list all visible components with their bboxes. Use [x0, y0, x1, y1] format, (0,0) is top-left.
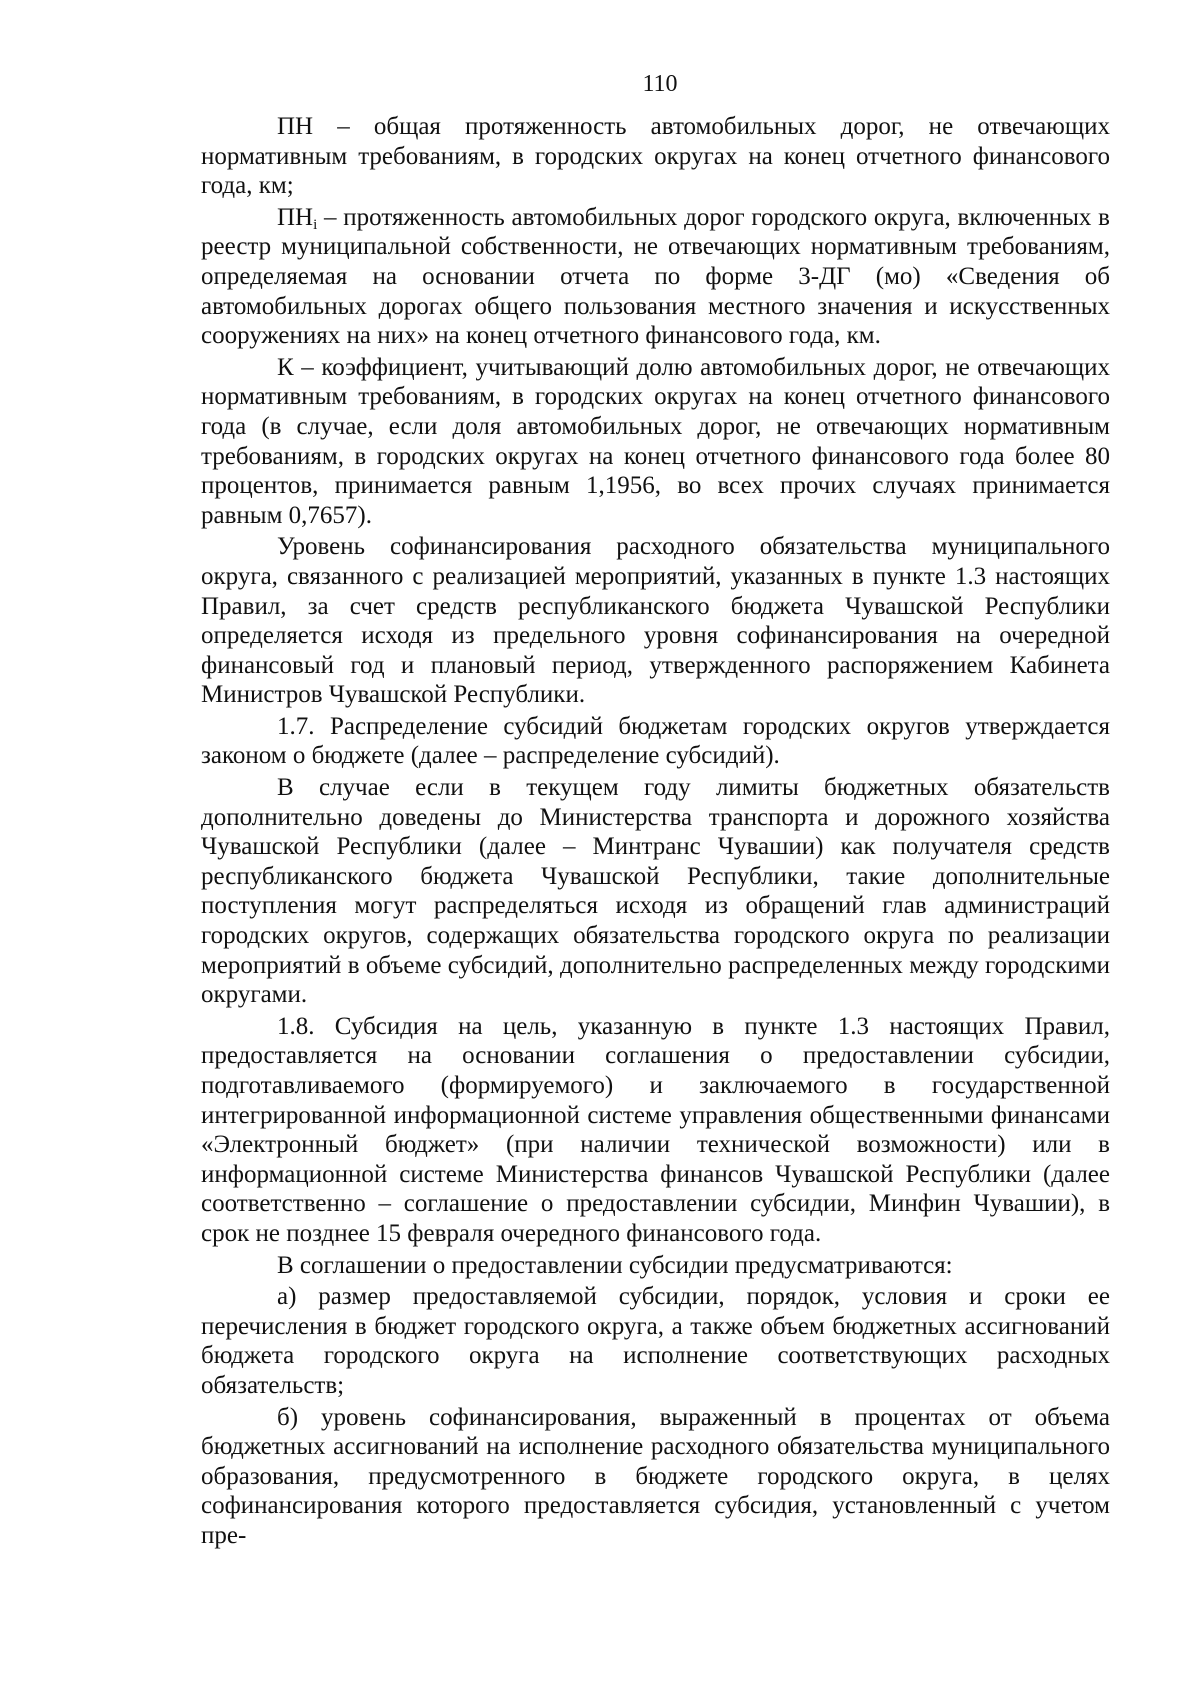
- pni-text: – протяженность автомобильных дорог городского округа, включенных в реестр муниципальной собственности, не отвечающих нормативным требованиям, определяемая на основании отчета по форме 3-ДГ (мо) «Сведения об автомобильных дорогах общего пользования местного значения и искусственных сооружениях на них» на конец отчетного финансового года, км.: [201, 203, 1110, 350]
- paragraph-pn-definition: ПН – общая протяженность автомобильных дорог, не отвечающих нормативным требованиям, в городских округах на конец отчетного финансового года, км;: [201, 113, 1110, 200]
- paragraph-k-definition: К – коэффициент, учитывающий долю автомобильных дорог, не отвечающих нормативным требованиям, в городских округах на конец отчетного финансового года (в случае, если доля автомобильных дорог, не отвечающих нормативным требованиям, в городских округах на конец отчетного финансового года более 80 процентов, принимается равным 1,1956, во всех прочих случаях принимается равным 0,7657).: [201, 353, 1110, 529]
- paragraph-pni-definition: [201, 203, 1110, 351]
- paragraph-additional-limits: В случае если в текущем году лимиты бюджетных обязательств дополнительно доведены до Министерства транспорта и дорожного хозяйства Чувашской Республики (далее – Минтранс Чувашии) как получателя средств республиканского бюджета Чувашской Республики, такие дополнительные поступления могут распределяться исходя из обращений глав администраций городских округов, содержащих обязательства городского округа по реализации мероприятий в объеме субсидий, дополнительно распределенных между городскими округами.: [201, 774, 1110, 1009]
- paragraph-item-b: б) уровень софинансирования, выраженный в процентах от объема бюджетных ассигнований на исполнение расходного обязательства муниципального образования, предусмотренного в бюджете городского округа, в целях софинансирования которого предоставляется субсидия, установленный с учетом пре-: [201, 1403, 1110, 1549]
- paragraph-cofinancing-level: Уровень софинансирования расходного обязательства муниципального округа, связанного с реализацией мероприятий, указанных в пункте 1.3 настоящих Правил, за счет средств республиканского бюджета Чувашской Республики определяется исходя из предельного уровня софинансирования на очередной финансовый год и плановый период, утвержденного распоряжением Кабинета Министров Чувашской Республики.: [201, 533, 1110, 709]
- paragraph-item-a: а) размер предоставляемой субсидии, порядок, условия и сроки ее перечисления в бюджет городского округа, а также объем бюджетных ассигнований бюджета городского округа на исполнение соответствующих расходных обязательств;: [201, 1283, 1110, 1399]
- paragraph-agreement-intro: В соглашении о предоставлении субсидии предусматриваются:: [277, 1251, 953, 1279]
- document-body: [201, 112, 1110, 1553]
- page-number: 110: [642, 71, 678, 97]
- pni-symbol: ПН: [277, 203, 314, 231]
- paragraph-1-8: 1.8. Субсидия на цель, указанную в пункте 1.3 настоящих Правил, предоставляется на основании соглашения о предоставлении субсидии, подготавливаемого (формируемого) и заключаемого в государственной интегрированной информационной системе управления общественными финансами «Электронный бюджет» (при наличии технической возможности) или в информационной системе Министерства финансов Чувашской Республики (далее соответственно – соглашение о предоставлении субсидии, Минфин Чувашии), в срок не позднее 15 февраля очередного финансового года.: [201, 1012, 1110, 1247]
- paragraph-1-7: 1.7. Распределение субсидий бюджетам городских округов утверждается законом о бюджете (далее – распределение субсидий).: [201, 712, 1110, 770]
- pni-subscript: i: [313, 216, 318, 233]
